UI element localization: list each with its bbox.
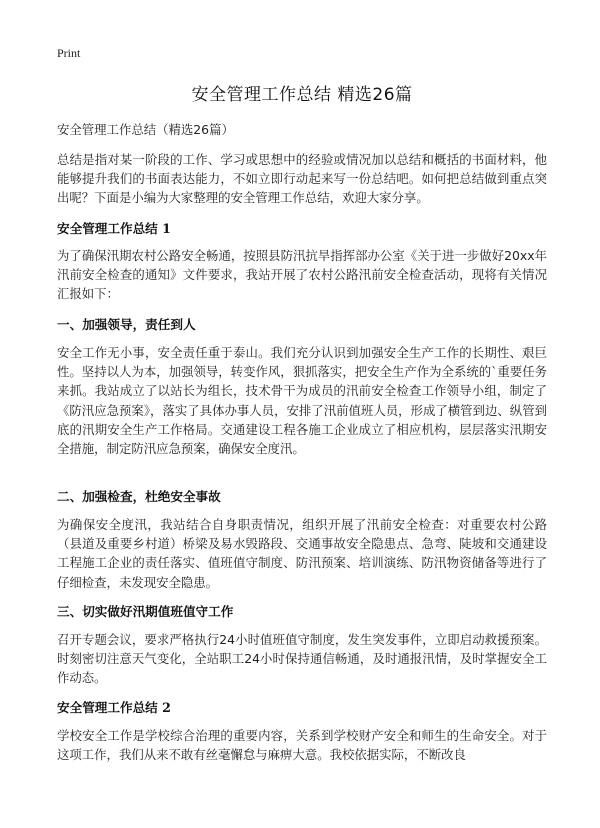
subsection-2-text: 为确保安全度汛，我站结合自身职责情况，组织开展了汛前安全检查：对重要农村公路（县道及重要乡村道）桥梁及易水毁路段、交通事故安全隐患点、急弯、陡坡和交通建设工程施工企业的责任落实、值班值守制度、防汛预案、培训演练、防汛物资储备等进行了仔细检查，未发现安全隐患。 (57, 517, 547, 590)
subsection-2-heading: 二、加强检查，杜绝安全事故 (57, 489, 221, 504)
section-2-paragraph: 学校安全工作是学校综合治理的重要内容，关系到学校财产安全和师生的生命安全。对于这项工作，我们从来不敢有丝毫懈怠与麻痹大意。我校依据实际，不断改良 (57, 728, 547, 763)
section-1-paragraph: 为了确保汛期农村公路安全畅通，按照县防汛抗旱指挥部办公室《关于进一步做好20xx年汛前安全检查的通知》文件要求，我站开展了农村公路汛前安全检查活动，现将有关情况汇报如下： (57, 248, 547, 302)
subsection-1-heading: 一、加强领导，责任到人 (57, 317, 196, 332)
page-title: 安全管理工作总结 精选26篇 (191, 85, 413, 105)
intro-paragraph: 总结是指对某一阶段的工作、学习或思想中的经验或情况加以总结和概括的书面材料，他能够提升我们的书面表达能力，不如立即行动起来写一份总结吧。如何把总结做到重点突出呢？下面是小编为大家整理的安全管理工作总结，欢迎大家分享。 (57, 152, 547, 206)
subsection-3-heading: 三、切实做好汛期值班值守工作 (57, 604, 234, 619)
subsection-1-text: 安全工作无小事，安全责任重于泰山。我们充分认识到加强安全生产工作的长期性、艰巨性。坚持以人为本，加强领导，转变作风，狠抓落实，把安全生产作为全系统的`重要任务来抓。我站成立了以站长为组长，技术骨干为成员的汛前安全检查工作领导小组，制定了《防汛应急预案》，落实了具体办事人员，安排了汛前值班人员，形成了横管到边、纵管到底的汛期安全生产工作格局。交通建设工程各施工企业成立了相应机构，层层落实汛期安全措施，制定防汛应急预案，确保安全度汛。 (57, 345, 547, 457)
subsection-3-text: 召开专题会议，要求严格执行24小时值班值守制度，发生突发事件，立即启动救援预案。时刻密切注意天气变化，全站职工24小时保持通信畅通，及时通报汛情，及时掌握安全工作动态。 (57, 632, 547, 686)
section-1-heading: 安全管理工作总结 1 (57, 221, 171, 236)
subtitle: 安全管理工作总结（精选26篇） (57, 122, 234, 137)
print-link[interactable]: Print (57, 46, 81, 60)
section-2-heading: 安全管理工作总结 2 (57, 700, 171, 715)
